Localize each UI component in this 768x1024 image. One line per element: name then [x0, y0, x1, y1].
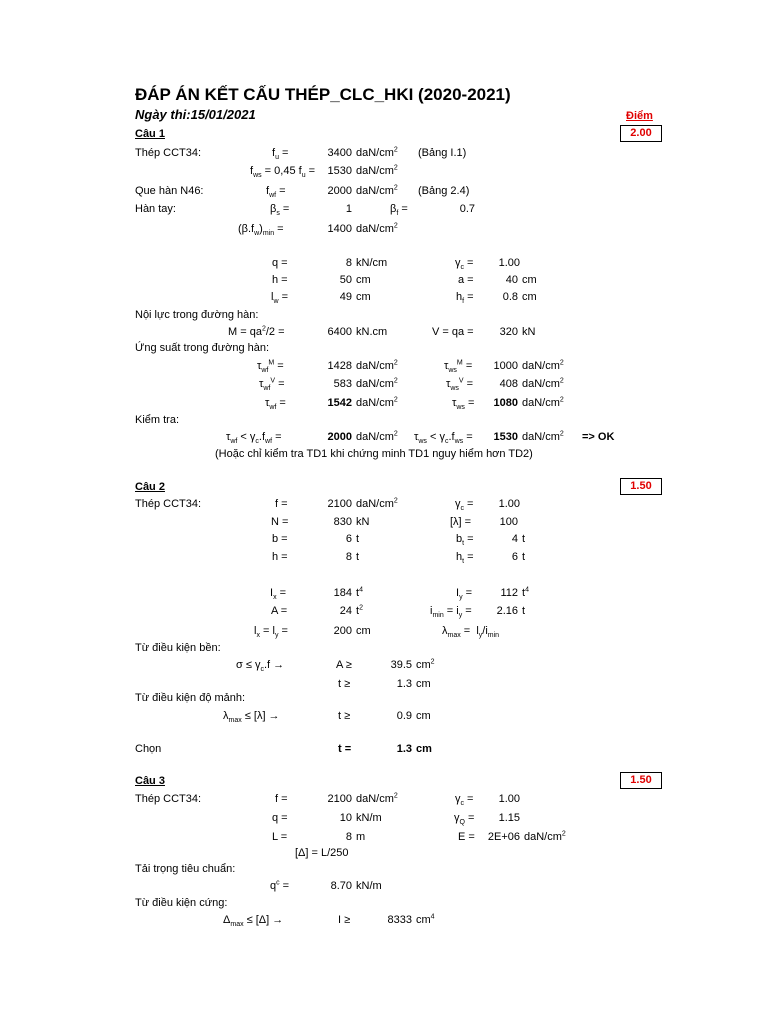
- q1-beta-f-value: 0.7: [459, 203, 475, 215]
- q1-twf-M-unit: daN/$cm^2$: [356, 359, 398, 372]
- q1-check-result: => OK: [582, 431, 615, 443]
- q3-gamma-c-value: 1.00: [498, 793, 520, 805]
- q1-gamma-c-value: 1.00: [498, 257, 520, 269]
- q2-bt-value: 4: [511, 533, 518, 545]
- q2-choose-t-label: t =: [338, 743, 352, 755]
- q3-qc-label: $q^c$ =: [270, 879, 290, 892]
- q3-q-unit: kN/m: [356, 812, 382, 824]
- q1-tws-M-value: 1000: [493, 360, 518, 372]
- q2-gamma-c-label: $\gamma_c$ =: [455, 498, 474, 513]
- q1-fu-ref: (Bảng I.1): [418, 147, 467, 159]
- exam-date: Ngày thi:15/01/2021: [135, 107, 256, 122]
- q2-strength-label: Từ điều kiện bền:: [135, 642, 221, 654]
- q2-h-value: 8: [345, 551, 352, 563]
- q1-internal-label: Nội lực trong đường hàn:: [135, 309, 259, 321]
- q2-h-unit: t: [356, 551, 360, 563]
- q1-moment-formula: $M = qa^2/2$ =: [228, 325, 285, 338]
- q1-q-label: q =: [272, 257, 288, 269]
- q2-A-unit: $t^2$: [356, 604, 363, 617]
- q2-strength-condition: $\sigma \le \gamma_c.f$ →: [236, 659, 285, 674]
- score-column-header: Điểm: [626, 110, 653, 122]
- q2-b-value: 6: [345, 533, 352, 545]
- q1-twf-label: $\tau_{wf}$ =: [265, 397, 286, 412]
- q1-bfw-value: 1400: [327, 223, 352, 235]
- q2-h-label: h =: [272, 551, 288, 563]
- q1-fws-unit: daN/$cm^2$: [356, 164, 398, 177]
- q1-h-unit: cm: [356, 274, 371, 286]
- q2-Ix-value: 184: [333, 587, 352, 599]
- q3-steel-label: Thép CCT34:: [135, 793, 202, 805]
- q1-q-unit: kN/cm: [356, 257, 388, 269]
- q1-a-label: a =: [458, 274, 474, 286]
- q1-q-value: 8: [345, 257, 352, 269]
- q1-twf-V-value: 583: [333, 378, 352, 390]
- q2-t-req1-label: t ≥: [338, 678, 351, 690]
- q1-fu-unit: daN/$cm^2$: [356, 146, 398, 159]
- question-3-score: 1.50: [620, 772, 662, 789]
- q1-bfw-label: $(\beta.f_w)_{min}$ =: [238, 223, 284, 238]
- q1-check-twf-unit: daN/$cm^2$: [356, 430, 398, 443]
- q1-tws-V-unit: daN/$cm^2$: [522, 377, 564, 390]
- question-1-heading: Câu 1: [135, 128, 165, 140]
- q1-shear-value: 320: [499, 326, 518, 338]
- question-1-score: 2.00: [620, 125, 662, 142]
- q1-check-tws-value: 1530: [493, 431, 518, 443]
- q1-bfw-unit: daN/$cm^2$: [356, 222, 398, 235]
- q1-twf-M-label: $\tau_{wf}^M$ =: [257, 359, 284, 375]
- q3-L-label: L =: [272, 831, 288, 843]
- q2-t-req2-label: t ≥: [338, 710, 351, 722]
- q1-check-twf-value: 2000: [327, 431, 352, 443]
- q1-fws-label: $f_{ws} = 0,45$ $f_u$ =: [250, 165, 316, 180]
- q1-twf-M-value: 1428: [327, 360, 352, 372]
- q2-N-value: 830: [333, 516, 352, 528]
- q3-I-req-unit: $cm^4$: [416, 913, 435, 926]
- q3-gamma-Q-value: 1.15: [498, 812, 520, 824]
- q1-twf-value: 1542: [327, 397, 352, 409]
- q2-Iy-unit: $t^4$: [522, 586, 529, 599]
- q2-lambda-max-formula: $\lambda_{max} = l_y/i_{min}$: [442, 625, 500, 640]
- q2-slender-label: Từ điều kiện độ mảnh:: [135, 692, 246, 704]
- q1-gamma-c-label: $\gamma_c$ =: [455, 257, 474, 272]
- q3-q-label: q =: [272, 812, 288, 824]
- q3-q-value: 10: [339, 812, 352, 824]
- q2-b-unit: t: [356, 533, 360, 545]
- q1-moment-unit: kN.cm: [356, 326, 388, 338]
- q2-choose-t-unit: cm: [416, 743, 432, 755]
- q2-A-req-label: A ≥: [336, 659, 352, 671]
- q3-I-req-label: I ≥: [338, 914, 351, 926]
- q2-t-req1-value: 1.3: [396, 678, 412, 690]
- q2-lx-value: 200: [333, 625, 352, 637]
- q1-hf-value: 0.8: [502, 291, 518, 303]
- question-3-heading: Câu 3: [135, 775, 165, 787]
- q1-hf-unit: cm: [522, 291, 537, 303]
- q1-tws-value: 1080: [493, 397, 518, 409]
- q3-qc-value: 8.70: [330, 880, 352, 892]
- q1-tws-V-label: $\tau_{ws}^V$ =: [446, 377, 474, 393]
- q3-qc-unit: kN/m: [356, 880, 382, 892]
- q1-tws-label: $\tau_{ws}$ =: [452, 397, 475, 412]
- q1-lw-unit: cm: [356, 291, 371, 303]
- q1-check-tws-formula: $\tau_{ws} < \gamma_c.f_{ws}$ =: [414, 431, 473, 446]
- q3-gamma-Q-label: $\gamma_Q$ =: [454, 812, 475, 827]
- q2-N-unit: kN: [356, 516, 370, 528]
- q1-twf-V-unit: daN/$cm^2$: [356, 377, 398, 390]
- q3-f-label: f =: [275, 793, 288, 805]
- q2-ht-unit: t: [522, 551, 526, 563]
- q2-lambda-value: 100: [499, 516, 518, 528]
- q1-fu-label: $f_u$ =: [272, 147, 289, 162]
- q1-fwf-value: 2000: [327, 185, 352, 197]
- q1-moment-value: 6400: [327, 326, 352, 338]
- q3-E-label: E =: [458, 831, 475, 843]
- q1-fwf-unit: daN/$cm^2$: [356, 184, 398, 197]
- q2-choose-label: Chọn: [135, 743, 162, 755]
- q2-A-req-value: 39.5: [390, 659, 412, 671]
- q1-beta-f-label: $\beta_f$ =: [390, 203, 408, 218]
- q1-a-value: 40: [505, 274, 518, 286]
- q2-f-value: 2100: [327, 498, 352, 510]
- q2-t-req2-value: 0.9: [396, 710, 412, 722]
- q1-twf-unit: daN/$cm^2$: [356, 396, 398, 409]
- q2-t-req2-unit: cm: [416, 710, 431, 722]
- q3-L-unit: m: [356, 831, 366, 843]
- q1-beta-s-label: $\beta_s$ =: [270, 203, 290, 218]
- q2-t-req1-unit: cm: [416, 678, 431, 690]
- q1-note: (Hoặc chỉ kiểm tra TD1 khi chứng minh TD1 nguy hiểm hơn TD2): [215, 448, 533, 460]
- q3-gamma-c-label: $\gamma_c$ =: [455, 793, 474, 808]
- q2-A-req-unit: $cm^2$: [416, 658, 435, 671]
- page-title: ĐÁP ÁN KẾT CẤU THÉP_CLC_HKI (2020-2021): [135, 85, 511, 104]
- q2-Ix-unit: $t^4$: [356, 586, 363, 599]
- q1-hand-label: Hàn tay:: [135, 203, 176, 215]
- q2-gamma-c-value: 1.00: [498, 498, 520, 510]
- q1-check-label: Kiểm tra:: [135, 414, 180, 426]
- q2-A-label: A =: [271, 605, 288, 617]
- q2-Ix-label: $I_x$ =: [270, 587, 287, 602]
- q2-lx-unit: cm: [356, 625, 371, 637]
- q3-f-unit: daN/$cm^2$: [356, 792, 398, 805]
- q1-steel-label: Thép CCT34:: [135, 147, 202, 159]
- q2-imin-value: 2.16: [496, 605, 518, 617]
- q1-a-unit: cm: [522, 274, 537, 286]
- q2-ht-value: 6: [511, 551, 518, 563]
- q3-E-value: 2E+06: [487, 831, 520, 843]
- q2-ht-label: $h_t$ =: [456, 551, 474, 566]
- q1-lw-value: 49: [339, 291, 352, 303]
- q3-f-value: 2100: [327, 793, 352, 805]
- q3-stiff-label: Từ điều kiện cứng:: [135, 897, 228, 909]
- q1-check-tws-unit: daN/$cm^2$: [522, 430, 564, 443]
- q2-imin-label: $i_{min} = i_y$ =: [430, 605, 472, 620]
- q2-steel-label: Thép CCT34:: [135, 498, 202, 510]
- q3-I-req-value: 8333: [387, 914, 412, 926]
- q2-bt-unit: t: [522, 533, 526, 545]
- q2-b-label: b =: [272, 533, 288, 545]
- q3-std-load-label: Tải trọng tiêu chuẩn:: [135, 863, 236, 875]
- q1-check-twf-formula: $\tau_{wf} < \gamma_c.f_{wf}$ =: [226, 431, 282, 446]
- q2-lambda-label: [λ] =: [450, 516, 472, 528]
- q2-Iy-label: $I_y$ =: [456, 587, 473, 602]
- q3-L-value: 8: [345, 831, 352, 843]
- question-2-score: 1.50: [620, 478, 662, 495]
- q2-Iy-value: 112: [500, 587, 518, 599]
- question-2-heading: Câu 2: [135, 481, 165, 493]
- q2-bt-label: $b_t$ =: [456, 533, 474, 548]
- q2-lx-label: $l_x = l_y$ =: [254, 625, 288, 640]
- q2-N-label: N =: [271, 516, 289, 528]
- q1-h-label: h =: [272, 274, 288, 286]
- q1-beta-s-value: 1: [345, 203, 352, 215]
- q1-lw-label: $l_w$ =: [271, 291, 288, 306]
- q1-twf-V-label: $\tau_{wf}^V$ =: [259, 377, 285, 393]
- q3-stiff-condition: $\Delta_{max} \le [\Delta]$ →: [223, 914, 284, 929]
- q3-deflection-limit: [Δ] = L/250: [295, 847, 349, 859]
- q1-fwf-ref: (Bảng 2.4): [418, 185, 470, 197]
- q1-weld-label: Que hàn N46:: [135, 185, 204, 197]
- q1-tws-M-label: $\tau_{ws}^M$ =: [444, 359, 473, 375]
- q1-hf-label: $h_f$ =: [456, 291, 474, 306]
- q1-fws-value: 1530: [327, 165, 352, 177]
- q2-slender-condition: $\lambda_{max} \le [\lambda]$ →: [223, 710, 280, 725]
- q1-shear-unit: kN: [522, 326, 536, 338]
- q1-fwf-label: $f_{wf}$ =: [266, 185, 286, 200]
- q1-tws-unit: daN/$cm^2$: [522, 396, 564, 409]
- q1-fu-value: 3400: [327, 147, 352, 159]
- q1-tws-M-unit: daN/$cm^2$: [522, 359, 564, 372]
- q3-E-unit: daN/$cm^2$: [524, 830, 566, 843]
- q1-h-value: 50: [339, 274, 352, 286]
- q2-imin-unit: t: [522, 605, 526, 617]
- q1-shear-formula: V = qa =: [432, 326, 474, 338]
- q2-choose-t-value: 1.3: [396, 743, 412, 755]
- q1-stress-label: Ứng suất trong đường hàn:: [135, 342, 270, 354]
- q2-f-unit: daN/$cm^2$: [356, 497, 398, 510]
- q2-A-value: 24: [339, 605, 352, 617]
- q2-f-label: f =: [275, 498, 288, 510]
- q1-tws-V-value: 408: [499, 378, 518, 390]
